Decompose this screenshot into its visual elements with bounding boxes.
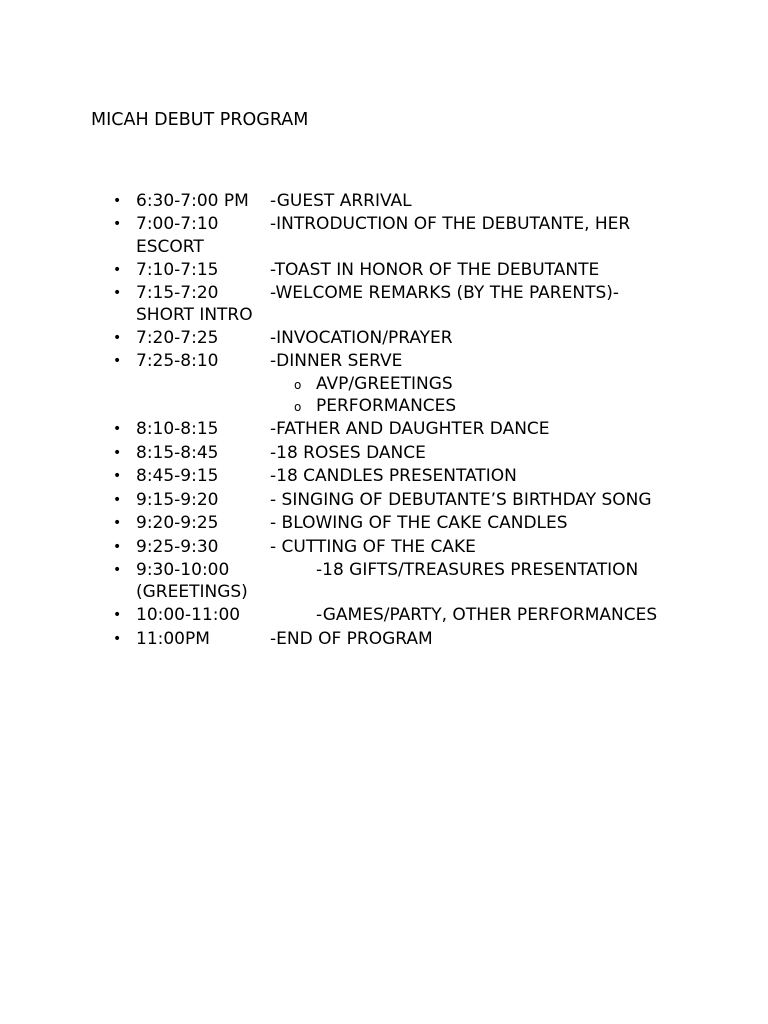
item-time: 10:00-11:00 bbox=[136, 605, 241, 625]
bullet-icon: • bbox=[113, 285, 122, 301]
item-event: -GAMES/PARTY, OTHER PERFORMANCES bbox=[316, 605, 658, 625]
item-time: 7:20-7:25 bbox=[136, 328, 219, 348]
program-item bbox=[0, 489, 768, 511]
program-item bbox=[0, 536, 768, 558]
document-title: MICAH DEBUT PROGRAM bbox=[91, 110, 309, 130]
item-event: - SINGING OF DEBUTANTE’S BIRTHDAY SONG bbox=[270, 490, 652, 510]
program-item bbox=[0, 604, 768, 626]
program-item bbox=[0, 350, 768, 372]
bullet-icon: • bbox=[113, 607, 122, 623]
item-continuation: (GREETINGS) bbox=[136, 582, 248, 602]
bullet-icon: • bbox=[113, 631, 122, 647]
program-item-continuation bbox=[0, 236, 768, 258]
item-continuation: SHORT INTRO bbox=[136, 305, 253, 325]
item-time: 7:15-7:20 bbox=[136, 283, 219, 303]
program-item bbox=[0, 213, 768, 235]
item-event: - CUTTING OF THE CAKE bbox=[270, 537, 476, 557]
item-time: 9:30-10:00 bbox=[136, 560, 230, 580]
item-time: 8:45-9:15 bbox=[136, 466, 219, 486]
item-continuation: ESCORT bbox=[136, 237, 204, 257]
program-item bbox=[0, 282, 768, 304]
program-item bbox=[0, 628, 768, 650]
program-subitem bbox=[0, 373, 768, 395]
item-time: 8:10-8:15 bbox=[136, 419, 219, 439]
bullet-icon: • bbox=[113, 515, 122, 531]
bullet-icon: • bbox=[113, 492, 122, 508]
program-item bbox=[0, 418, 768, 440]
bullet-icon: • bbox=[113, 539, 122, 555]
program-item-continuation bbox=[0, 304, 768, 326]
program-item bbox=[0, 259, 768, 281]
program-item bbox=[0, 559, 768, 581]
program-item bbox=[0, 327, 768, 349]
bullet-icon: • bbox=[113, 421, 122, 437]
sub-bullet-icon: o bbox=[294, 378, 302, 392]
program-item bbox=[0, 190, 768, 212]
program-item bbox=[0, 465, 768, 487]
program-item-continuation bbox=[0, 581, 768, 603]
program-item bbox=[0, 442, 768, 464]
item-time: 6:30-7:00 PM bbox=[136, 191, 249, 211]
item-event: -18 CANDLES PRESENTATION bbox=[270, 466, 517, 486]
sub-bullet-icon: o bbox=[294, 400, 302, 414]
bullet-icon: • bbox=[113, 330, 122, 346]
item-time: 7:00-7:10 bbox=[136, 214, 219, 234]
bullet-icon: • bbox=[113, 353, 122, 369]
item-event: -DINNER SERVE bbox=[270, 351, 403, 371]
subitem-text: PERFORMANCES bbox=[316, 396, 457, 416]
item-event: -WELCOME REMARKS (BY THE PARENTS)- bbox=[270, 283, 620, 303]
item-event: -TOAST IN HONOR OF THE DEBUTANTE bbox=[270, 260, 600, 280]
item-time: 7:25-8:10 bbox=[136, 351, 219, 371]
subitem-text: AVP/GREETINGS bbox=[316, 374, 453, 394]
bullet-icon: • bbox=[113, 193, 122, 209]
item-time: 7:10-7:15 bbox=[136, 260, 219, 280]
item-time: 9:25-9:30 bbox=[136, 537, 219, 557]
item-time: 8:15-8:45 bbox=[136, 443, 219, 463]
item-event: -GUEST ARRIVAL bbox=[270, 191, 412, 211]
bullet-icon: • bbox=[113, 468, 122, 484]
item-time: 9:20-9:25 bbox=[136, 513, 219, 533]
item-time: 11:00PM bbox=[136, 629, 210, 649]
program-item bbox=[0, 512, 768, 534]
bullet-icon: • bbox=[113, 445, 122, 461]
bullet-icon: • bbox=[113, 216, 122, 232]
item-time: 9:15-9:20 bbox=[136, 490, 219, 510]
item-event: -18 GIFTS/TREASURES PRESENTATION bbox=[316, 560, 639, 580]
item-event: - BLOWING OF THE CAKE CANDLES bbox=[270, 513, 568, 533]
item-event: -END OF PROGRAM bbox=[270, 629, 433, 649]
bullet-icon: • bbox=[113, 562, 122, 578]
item-event: -INTRODUCTION OF THE DEBUTANTE, HER bbox=[270, 214, 631, 234]
item-event: -FATHER AND DAUGHTER DANCE bbox=[270, 419, 550, 439]
bullet-icon: • bbox=[113, 262, 122, 278]
item-event: -INVOCATION/PRAYER bbox=[270, 328, 453, 348]
item-event: -18 ROSES DANCE bbox=[270, 443, 426, 463]
program-subitem bbox=[0, 395, 768, 417]
